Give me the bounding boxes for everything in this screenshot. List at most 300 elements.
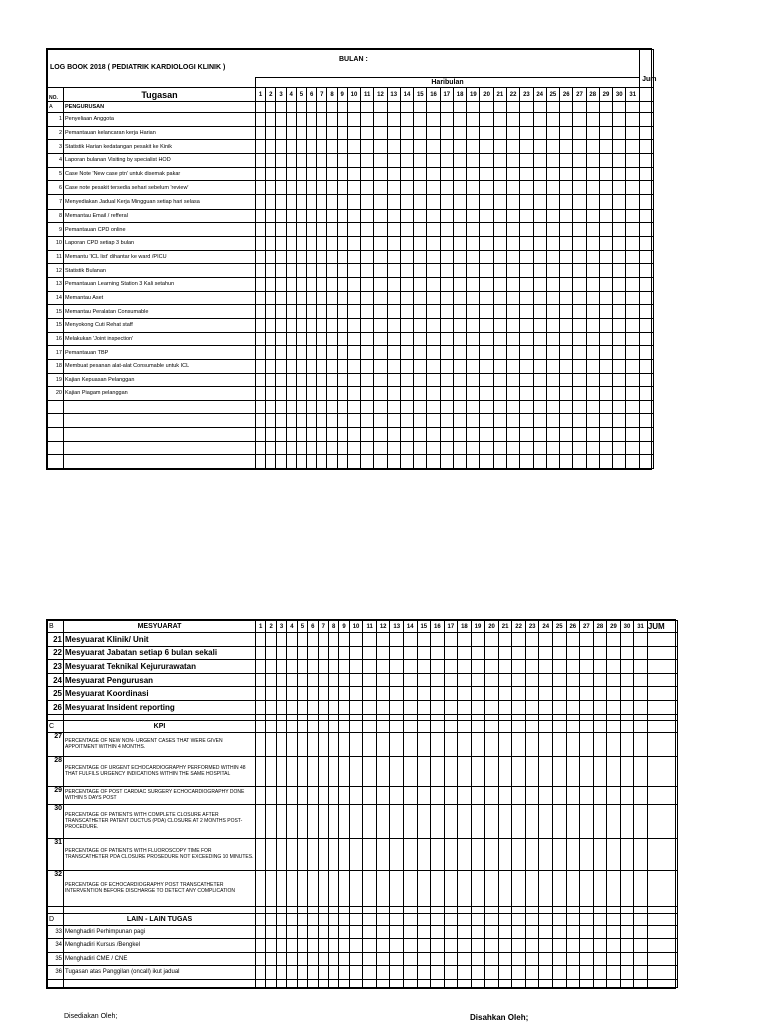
day-cell[interactable]	[431, 700, 445, 714]
day-cell[interactable]	[427, 332, 440, 346]
day-cell[interactable]	[363, 673, 377, 687]
day-cell[interactable]	[318, 687, 328, 701]
day-cell[interactable]	[626, 113, 640, 127]
day-cell[interactable]	[586, 250, 599, 264]
day-cell[interactable]	[498, 804, 512, 838]
day-cell[interactable]	[387, 153, 400, 167]
day-cell[interactable]	[414, 264, 427, 278]
day-cell[interactable]	[417, 838, 431, 870]
day-cell[interactable]	[374, 291, 387, 305]
day-cell[interactable]	[361, 387, 374, 401]
day-cell[interactable]	[507, 359, 520, 373]
day-cell[interactable]	[327, 250, 337, 264]
day-cell[interactable]	[296, 332, 306, 346]
day-cell[interactable]	[361, 209, 374, 223]
day-cell[interactable]	[400, 441, 413, 455]
day-cell[interactable]	[307, 250, 317, 264]
day-cell[interactable]	[374, 305, 387, 319]
day-cell[interactable]	[607, 939, 621, 953]
day-cell[interactable]	[387, 346, 400, 360]
day-cell[interactable]	[507, 318, 520, 332]
day-cell[interactable]	[580, 913, 594, 925]
day-cell[interactable]	[533, 332, 546, 346]
day-cell[interactable]	[593, 870, 607, 906]
day-cell[interactable]	[349, 913, 363, 925]
day-cell[interactable]	[620, 687, 634, 701]
day-cell[interactable]	[339, 979, 349, 987]
day-cell[interactable]	[361, 181, 374, 195]
day-cell[interactable]	[427, 167, 440, 181]
day-cell[interactable]	[533, 140, 546, 154]
day-cell[interactable]	[539, 732, 553, 756]
day-cell[interactable]	[626, 441, 640, 455]
day-cell[interactable]	[458, 646, 472, 660]
day-cell[interactable]	[287, 804, 297, 838]
day-cell[interactable]	[467, 441, 480, 455]
day-cell[interactable]	[276, 455, 286, 469]
day-cell[interactable]	[339, 939, 349, 953]
day-cell[interactable]	[480, 291, 493, 305]
day-cell[interactable]	[440, 414, 453, 428]
day-cell[interactable]	[586, 346, 599, 360]
day-cell[interactable]	[328, 979, 338, 987]
day-cell[interactable]	[317, 441, 327, 455]
day-cell[interactable]	[403, 720, 417, 732]
day-cell[interactable]	[498, 646, 512, 660]
day-cell[interactable]	[256, 646, 266, 660]
day-cell[interactable]	[296, 140, 306, 154]
day-cell[interactable]	[613, 167, 626, 181]
day-cell[interactable]	[327, 414, 337, 428]
day-cell[interactable]	[485, 673, 499, 687]
day-cell[interactable]	[444, 979, 458, 987]
day-cell[interactable]	[539, 939, 553, 953]
day-cell[interactable]	[339, 952, 349, 966]
day-cell[interactable]	[374, 153, 387, 167]
day-cell[interactable]	[458, 732, 472, 756]
day-cell[interactable]	[593, 952, 607, 966]
day-cell[interactable]	[634, 687, 648, 701]
day-cell[interactable]	[634, 633, 648, 647]
day-cell[interactable]	[307, 428, 317, 442]
day-cell[interactable]	[560, 278, 573, 292]
day-cell[interactable]	[427, 250, 440, 264]
day-cell[interactable]	[607, 687, 621, 701]
day-cell[interactable]	[403, 952, 417, 966]
day-cell[interactable]	[620, 633, 634, 647]
day-cell[interactable]	[256, 102, 266, 113]
day-cell[interactable]	[347, 181, 360, 195]
day-cell[interactable]	[471, 939, 485, 953]
day-cell[interactable]	[363, 732, 377, 756]
day-cell[interactable]	[297, 838, 307, 870]
day-cell[interactable]	[347, 414, 360, 428]
jum-cell[interactable]	[640, 332, 654, 346]
day-cell[interactable]	[480, 250, 493, 264]
day-cell[interactable]	[444, 646, 458, 660]
day-cell[interactable]	[374, 223, 387, 237]
day-cell[interactable]	[317, 140, 327, 154]
day-cell[interactable]	[266, 966, 276, 980]
day-cell[interactable]	[363, 913, 377, 925]
day-cell[interactable]	[307, 359, 317, 373]
day-cell[interactable]	[566, 646, 580, 660]
day-cell[interactable]	[607, 720, 621, 732]
day-cell[interactable]	[566, 838, 580, 870]
day-cell[interactable]	[453, 102, 466, 113]
day-cell[interactable]	[626, 126, 640, 140]
day-cell[interactable]	[328, 804, 338, 838]
day-cell[interactable]	[414, 113, 427, 127]
day-cell[interactable]	[417, 913, 431, 925]
day-cell[interactable]	[276, 870, 286, 906]
day-cell[interactable]	[626, 346, 640, 360]
day-cell[interactable]	[276, 400, 286, 414]
day-cell[interactable]	[507, 223, 520, 237]
day-cell[interactable]	[553, 906, 567, 913]
day-cell[interactable]	[390, 838, 404, 870]
day-cell[interactable]	[308, 952, 318, 966]
day-cell[interactable]	[507, 428, 520, 442]
day-cell[interactable]	[458, 720, 472, 732]
day-cell[interactable]	[349, 939, 363, 953]
day-cell[interactable]	[453, 291, 466, 305]
day-cell[interactable]	[296, 318, 306, 332]
day-cell[interactable]	[573, 264, 586, 278]
jum-cell[interactable]	[640, 264, 654, 278]
day-cell[interactable]	[634, 756, 648, 786]
day-cell[interactable]	[493, 305, 506, 319]
day-cell[interactable]	[276, 167, 286, 181]
day-cell[interactable]	[573, 237, 586, 251]
day-cell[interactable]	[403, 633, 417, 647]
day-cell[interactable]	[580, 660, 594, 674]
jum-cell[interactable]	[647, 720, 677, 732]
day-cell[interactable]	[287, 838, 297, 870]
day-cell[interactable]	[317, 291, 327, 305]
day-cell[interactable]	[634, 979, 648, 987]
day-cell[interactable]	[374, 414, 387, 428]
day-cell[interactable]	[256, 756, 266, 786]
day-cell[interactable]	[553, 687, 567, 701]
day-cell[interactable]	[427, 414, 440, 428]
day-cell[interactable]	[493, 194, 506, 209]
day-cell[interactable]	[613, 237, 626, 251]
day-cell[interactable]	[467, 181, 480, 195]
day-cell[interactable]	[607, 732, 621, 756]
day-cell[interactable]	[493, 278, 506, 292]
day-cell[interactable]	[620, 732, 634, 756]
day-cell[interactable]	[296, 113, 306, 127]
day-cell[interactable]	[573, 332, 586, 346]
day-cell[interactable]	[400, 332, 413, 346]
day-cell[interactable]	[560, 387, 573, 401]
day-cell[interactable]	[400, 373, 413, 387]
day-cell[interactable]	[560, 167, 573, 181]
day-cell[interactable]	[453, 181, 466, 195]
day-cell[interactable]	[533, 414, 546, 428]
day-cell[interactable]	[546, 102, 559, 113]
day-cell[interactable]	[467, 113, 480, 127]
day-cell[interactable]	[566, 979, 580, 987]
day-cell[interactable]	[607, 673, 621, 687]
day-cell[interactable]	[533, 126, 546, 140]
day-cell[interactable]	[553, 979, 567, 987]
day-cell[interactable]	[493, 359, 506, 373]
day-cell[interactable]	[337, 332, 347, 346]
day-cell[interactable]	[599, 332, 612, 346]
day-cell[interactable]	[256, 167, 266, 181]
day-cell[interactable]	[626, 278, 640, 292]
day-cell[interactable]	[626, 167, 640, 181]
day-cell[interactable]	[546, 209, 559, 223]
day-cell[interactable]	[458, 838, 472, 870]
day-cell[interactable]	[440, 167, 453, 181]
day-cell[interactable]	[520, 318, 533, 332]
day-cell[interactable]	[403, 756, 417, 786]
day-cell[interactable]	[566, 687, 580, 701]
day-cell[interactable]	[296, 209, 306, 223]
day-cell[interactable]	[580, 700, 594, 714]
day-cell[interactable]	[440, 181, 453, 195]
day-cell[interactable]	[613, 153, 626, 167]
day-cell[interactable]	[376, 756, 390, 786]
day-cell[interactable]	[390, 720, 404, 732]
jum-cell[interactable]	[647, 756, 677, 786]
day-cell[interactable]	[566, 913, 580, 925]
day-cell[interactable]	[586, 387, 599, 401]
day-cell[interactable]	[553, 939, 567, 953]
day-cell[interactable]	[296, 223, 306, 237]
day-cell[interactable]	[546, 291, 559, 305]
day-cell[interactable]	[480, 318, 493, 332]
day-cell[interactable]	[471, 925, 485, 939]
day-cell[interactable]	[276, 346, 286, 360]
day-cell[interactable]	[607, 633, 621, 647]
day-cell[interactable]	[520, 414, 533, 428]
day-cell[interactable]	[525, 966, 539, 980]
day-cell[interactable]	[387, 428, 400, 442]
day-cell[interactable]	[296, 359, 306, 373]
day-cell[interactable]	[307, 455, 317, 469]
day-cell[interactable]	[363, 646, 377, 660]
day-cell[interactable]	[512, 732, 526, 756]
day-cell[interactable]	[317, 455, 327, 469]
day-cell[interactable]	[525, 838, 539, 870]
day-cell[interactable]	[276, 441, 286, 455]
day-cell[interactable]	[266, 756, 276, 786]
day-cell[interactable]	[287, 646, 297, 660]
day-cell[interactable]	[458, 673, 472, 687]
day-cell[interactable]	[525, 939, 539, 953]
day-cell[interactable]	[525, 700, 539, 714]
day-cell[interactable]	[337, 250, 347, 264]
day-cell[interactable]	[376, 660, 390, 674]
day-cell[interactable]	[493, 153, 506, 167]
day-cell[interactable]	[390, 687, 404, 701]
day-cell[interactable]	[493, 167, 506, 181]
day-cell[interactable]	[566, 870, 580, 906]
day-cell[interactable]	[539, 870, 553, 906]
day-cell[interactable]	[607, 700, 621, 714]
day-cell[interactable]	[560, 264, 573, 278]
day-cell[interactable]	[599, 194, 612, 209]
day-cell[interactable]	[307, 140, 317, 154]
day-cell[interactable]	[286, 373, 296, 387]
day-cell[interactable]	[297, 633, 307, 647]
day-cell[interactable]	[613, 346, 626, 360]
day-cell[interactable]	[525, 633, 539, 647]
day-cell[interactable]	[444, 966, 458, 980]
day-cell[interactable]	[276, 318, 286, 332]
day-cell[interactable]	[286, 387, 296, 401]
day-cell[interactable]	[363, 979, 377, 987]
day-cell[interactable]	[266, 700, 276, 714]
day-cell[interactable]	[620, 870, 634, 906]
day-cell[interactable]	[374, 237, 387, 251]
day-cell[interactable]	[480, 113, 493, 127]
day-cell[interactable]	[317, 126, 327, 140]
day-cell[interactable]	[560, 414, 573, 428]
day-cell[interactable]	[533, 359, 546, 373]
day-cell[interactable]	[374, 455, 387, 469]
day-cell[interactable]	[458, 870, 472, 906]
day-cell[interactable]	[480, 237, 493, 251]
day-cell[interactable]	[376, 700, 390, 714]
day-cell[interactable]	[512, 925, 526, 939]
day-cell[interactable]	[287, 700, 297, 714]
day-cell[interactable]	[296, 102, 306, 113]
day-cell[interactable]	[361, 126, 374, 140]
day-cell[interactable]	[467, 153, 480, 167]
day-cell[interactable]	[467, 209, 480, 223]
day-cell[interactable]	[493, 455, 506, 469]
day-cell[interactable]	[390, 979, 404, 987]
day-cell[interactable]	[266, 223, 276, 237]
day-cell[interactable]	[613, 102, 626, 113]
day-cell[interactable]	[400, 346, 413, 360]
day-cell[interactable]	[339, 633, 349, 647]
day-cell[interactable]	[485, 700, 499, 714]
day-cell[interactable]	[607, 646, 621, 660]
day-cell[interactable]	[286, 181, 296, 195]
day-cell[interactable]	[431, 804, 445, 838]
day-cell[interactable]	[387, 223, 400, 237]
day-cell[interactable]	[626, 373, 640, 387]
day-cell[interactable]	[507, 140, 520, 154]
day-cell[interactable]	[328, 633, 338, 647]
day-cell[interactable]	[337, 223, 347, 237]
day-cell[interactable]	[498, 756, 512, 786]
jum-cell[interactable]	[640, 113, 654, 127]
day-cell[interactable]	[620, 838, 634, 870]
day-cell[interactable]	[363, 838, 377, 870]
day-cell[interactable]	[387, 102, 400, 113]
day-cell[interactable]	[507, 113, 520, 127]
day-cell[interactable]	[256, 223, 266, 237]
day-cell[interactable]	[417, 756, 431, 786]
day-cell[interactable]	[349, 720, 363, 732]
day-cell[interactable]	[307, 387, 317, 401]
jum-cell[interactable]	[647, 913, 677, 925]
day-cell[interactable]	[361, 194, 374, 209]
day-cell[interactable]	[553, 804, 567, 838]
day-cell[interactable]	[376, 732, 390, 756]
day-cell[interactable]	[307, 291, 317, 305]
day-cell[interactable]	[286, 332, 296, 346]
day-cell[interactable]	[613, 278, 626, 292]
day-cell[interactable]	[286, 346, 296, 360]
day-cell[interactable]	[440, 400, 453, 414]
day-cell[interactable]	[458, 952, 472, 966]
day-cell[interactable]	[276, 804, 286, 838]
day-cell[interactable]	[349, 673, 363, 687]
day-cell[interactable]	[276, 979, 286, 987]
day-cell[interactable]	[613, 318, 626, 332]
day-cell[interactable]	[586, 264, 599, 278]
day-cell[interactable]	[317, 428, 327, 442]
day-cell[interactable]	[376, 720, 390, 732]
day-cell[interactable]	[493, 373, 506, 387]
jum-cell[interactable]	[640, 291, 654, 305]
day-cell[interactable]	[400, 305, 413, 319]
day-cell[interactable]	[296, 373, 306, 387]
day-cell[interactable]	[453, 237, 466, 251]
day-cell[interactable]	[256, 318, 266, 332]
day-cell[interactable]	[553, 660, 567, 674]
day-cell[interactable]	[453, 278, 466, 292]
day-cell[interactable]	[414, 250, 427, 264]
day-cell[interactable]	[339, 720, 349, 732]
day-cell[interactable]	[327, 113, 337, 127]
day-cell[interactable]	[256, 373, 266, 387]
day-cell[interactable]	[493, 102, 506, 113]
day-cell[interactable]	[296, 278, 306, 292]
day-cell[interactable]	[403, 925, 417, 939]
day-cell[interactable]	[387, 140, 400, 154]
day-cell[interactable]	[307, 318, 317, 332]
day-cell[interactable]	[403, 906, 417, 913]
day-cell[interactable]	[444, 786, 458, 804]
day-cell[interactable]	[297, 966, 307, 980]
day-cell[interactable]	[440, 140, 453, 154]
day-cell[interactable]	[471, 646, 485, 660]
day-cell[interactable]	[560, 359, 573, 373]
day-cell[interactable]	[467, 414, 480, 428]
day-cell[interactable]	[593, 804, 607, 838]
day-cell[interactable]	[512, 720, 526, 732]
day-cell[interactable]	[327, 264, 337, 278]
day-cell[interactable]	[328, 939, 338, 953]
day-cell[interactable]	[458, 786, 472, 804]
day-cell[interactable]	[266, 952, 276, 966]
day-cell[interactable]	[533, 441, 546, 455]
day-cell[interactable]	[337, 194, 347, 209]
day-cell[interactable]	[498, 700, 512, 714]
day-cell[interactable]	[458, 633, 472, 647]
day-cell[interactable]	[387, 291, 400, 305]
day-cell[interactable]	[297, 925, 307, 939]
day-cell[interactable]	[328, 660, 338, 674]
day-cell[interactable]	[400, 181, 413, 195]
day-cell[interactable]	[573, 291, 586, 305]
day-cell[interactable]	[453, 373, 466, 387]
day-cell[interactable]	[317, 237, 327, 251]
day-cell[interactable]	[634, 660, 648, 674]
day-cell[interactable]	[444, 700, 458, 714]
day-cell[interactable]	[613, 126, 626, 140]
day-cell[interactable]	[339, 870, 349, 906]
